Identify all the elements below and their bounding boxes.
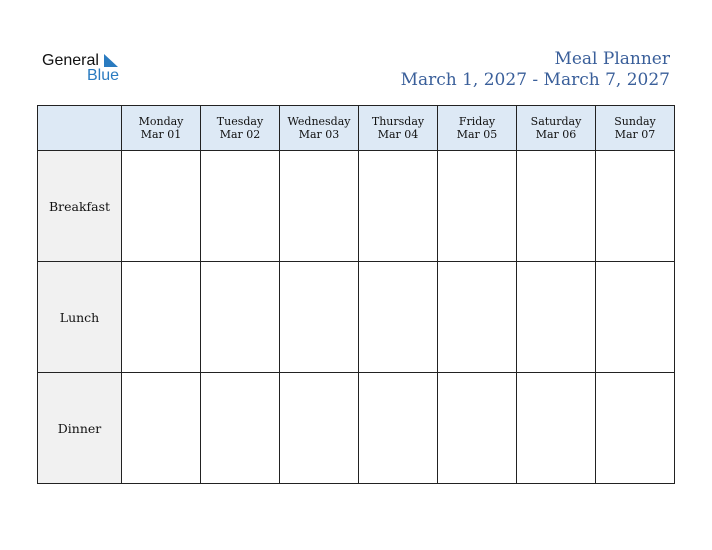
meal-label-dinner: Dinner <box>38 373 122 484</box>
day-date: Mar 02 <box>219 128 261 141</box>
day-date: Mar 01 <box>140 128 182 141</box>
meal-row-dinner <box>38 373 675 484</box>
day-name: Thursday <box>371 115 425 128</box>
meal-cell[interactable] <box>596 262 675 373</box>
day-date: Mar 07 <box>614 128 656 141</box>
day-name: Sunday <box>614 115 656 128</box>
page-title: Meal Planner <box>554 49 670 69</box>
day-name: Monday <box>138 115 184 128</box>
meal-cell[interactable] <box>517 373 596 484</box>
meal-row-breakfast <box>38 151 675 262</box>
logo-text-general: General <box>42 52 99 69</box>
meal-row-lunch <box>38 262 675 373</box>
day-name: Saturday <box>530 115 582 128</box>
meal-cell[interactable] <box>438 373 517 484</box>
meal-label-breakfast: Breakfast <box>38 151 122 262</box>
meal-cell[interactable] <box>122 373 201 484</box>
day-date: Mar 03 <box>298 128 340 141</box>
day-date: Mar 06 <box>535 128 577 141</box>
day-name: Tuesday <box>216 115 264 128</box>
day-header-friday <box>438 106 517 151</box>
meal-cell[interactable] <box>201 262 280 373</box>
meal-cell[interactable] <box>280 262 359 373</box>
day-header-saturday <box>517 106 596 151</box>
day-header-monday <box>122 106 201 151</box>
day-name: Friday <box>458 115 496 128</box>
logo-triangle-icon <box>100 54 118 68</box>
meal-cell[interactable] <box>359 373 438 484</box>
meal-planner-table <box>37 105 675 484</box>
day-date: Mar 04 <box>377 128 419 141</box>
date-range: March 1, 2027 - March 7, 2027 <box>400 70 670 90</box>
meal-cell[interactable] <box>201 373 280 484</box>
meal-cell[interactable] <box>201 151 280 262</box>
meal-cell[interactable] <box>122 262 201 373</box>
meal-cell[interactable] <box>517 262 596 373</box>
corner-cell <box>38 106 122 151</box>
day-header-wednesday <box>280 106 359 151</box>
meal-label-lunch: Lunch <box>38 262 122 373</box>
logo-text-blue: Blue <box>87 67 120 84</box>
meal-cell[interactable] <box>280 373 359 484</box>
meal-cell[interactable] <box>438 151 517 262</box>
meal-cell[interactable] <box>438 262 517 373</box>
day-header-tuesday <box>201 106 280 151</box>
meal-cell[interactable] <box>359 262 438 373</box>
day-name: Wednesday <box>287 115 351 128</box>
meal-cell[interactable] <box>596 373 675 484</box>
day-date: Mar 05 <box>456 128 498 141</box>
meal-cell[interactable] <box>596 151 675 262</box>
day-header-thursday <box>359 106 438 151</box>
meal-cell[interactable] <box>517 151 596 262</box>
day-header-row <box>38 106 675 151</box>
meal-cell[interactable] <box>359 151 438 262</box>
meal-cell[interactable] <box>122 151 201 262</box>
generalblue-logo <box>42 52 132 88</box>
day-header-sunday <box>596 106 675 151</box>
meal-cell[interactable] <box>280 151 359 262</box>
